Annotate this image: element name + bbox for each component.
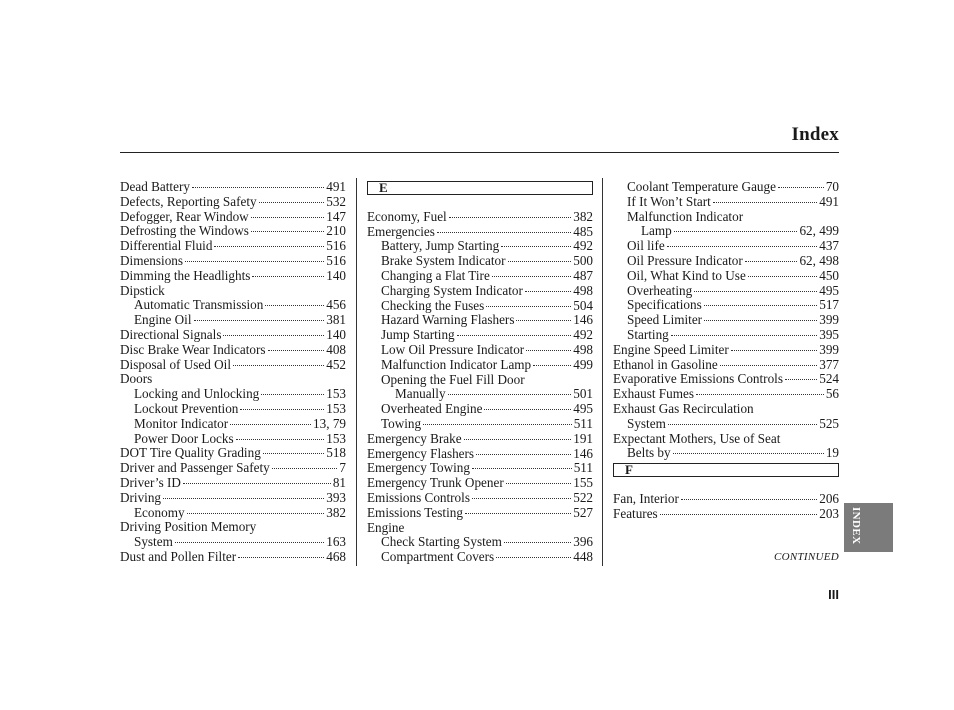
spacer — [367, 195, 593, 210]
index-entry — [367, 476, 593, 491]
entry-label: Doors — [120, 372, 153, 387]
entry-label: Emissions Controls — [367, 490, 470, 505]
page-reference[interactable]: 452 — [326, 357, 346, 372]
page-reference[interactable]: 492 — [573, 239, 593, 254]
entry-label: Malfunction Indicator — [627, 209, 744, 224]
dot-leader — [236, 439, 325, 440]
index-entry — [367, 461, 593, 476]
page-reference[interactable]: 140 — [326, 268, 346, 283]
index-entry — [120, 446, 346, 461]
dot-leader — [233, 365, 324, 366]
page-reference[interactable]: 498 — [573, 342, 593, 357]
index-subentry — [367, 550, 593, 565]
index-entry — [613, 372, 839, 387]
dot-leader — [259, 202, 325, 203]
page-reference[interactable]: 495 — [819, 283, 839, 298]
dot-leader — [785, 379, 817, 380]
index-subentry — [367, 417, 593, 432]
dot-leader — [240, 409, 324, 410]
entry-label: Engine Speed Limiter — [613, 342, 729, 357]
index-entry — [613, 432, 839, 447]
entry-label: Jump Starting — [381, 328, 455, 343]
header-rule — [120, 152, 839, 153]
index-entry — [120, 358, 346, 373]
page-reference[interactable]: 206 — [819, 491, 839, 506]
dot-leader — [681, 499, 817, 500]
entry-label: Oil Pressure Indicator — [627, 253, 743, 268]
page-reference[interactable]: 381 — [326, 313, 346, 328]
index-entry — [120, 239, 346, 254]
entry-label: Fan, Interior — [613, 491, 679, 506]
dot-leader — [501, 246, 571, 247]
page-reference[interactable]: 382 — [326, 505, 346, 520]
page-reference[interactable]: 504 — [573, 298, 593, 313]
index-subentry — [613, 328, 839, 343]
entry-label: Driving — [120, 490, 162, 505]
index-subentry — [120, 432, 346, 447]
dot-leader — [696, 394, 824, 395]
index-subentry — [367, 328, 593, 343]
index-entry — [367, 521, 593, 536]
index-subentry — [613, 224, 839, 239]
entry-label: Overheating — [627, 283, 693, 298]
entry-label: Hazard Warning Flashers — [381, 313, 515, 328]
index-entry — [367, 225, 593, 240]
entry-label: Oil life — [627, 239, 665, 254]
page-reference[interactable]: 532 — [326, 194, 346, 209]
index-subentry — [613, 254, 839, 269]
entry-label: System — [627, 416, 666, 431]
page-reference[interactable]: 393 — [326, 490, 346, 505]
index-column-1 — [120, 180, 346, 565]
entry-label: System — [134, 535, 173, 550]
entry-label: Low Oil Pressure Indicator — [381, 342, 525, 357]
dot-leader — [183, 483, 331, 484]
entry-label: Defects, Reporting Safety — [120, 194, 257, 209]
entry-label: Emergency Trunk Opener — [367, 476, 504, 491]
entry-label: Economy, Fuel — [367, 209, 447, 224]
page-reference[interactable]: 62, 499 — [799, 224, 839, 239]
entry-label: Defrosting the Windows — [120, 224, 249, 239]
index-entry — [367, 447, 593, 462]
page-reference[interactable]: 19 — [825, 446, 839, 461]
continued-label: CONTINUED — [773, 551, 839, 563]
dot-leader — [187, 513, 325, 514]
entry-label: Dipstick — [120, 283, 165, 298]
index-subentry — [367, 535, 593, 550]
page-reference[interactable]: 499 — [573, 357, 593, 372]
dot-leader — [504, 542, 571, 543]
dot-leader — [437, 232, 571, 233]
index-entry — [120, 269, 346, 284]
page-reference[interactable]: 399 — [819, 313, 839, 328]
index-subentry — [613, 239, 839, 254]
entry-label: Power Door Locks — [134, 431, 234, 446]
index-subentry — [367, 284, 593, 299]
index-entry — [120, 343, 346, 358]
index-subentry — [613, 298, 839, 313]
dot-leader — [508, 261, 572, 262]
entry-label: Emergency Brake — [367, 431, 462, 446]
page-reference[interactable]: 62, 498 — [799, 253, 839, 268]
index-subentry — [120, 298, 346, 313]
page-reference[interactable]: 377 — [819, 357, 839, 372]
dot-leader — [745, 261, 798, 262]
dot-leader — [464, 439, 572, 440]
index-subentry — [613, 269, 839, 284]
index-entry — [120, 254, 346, 269]
entry-label: DOT Tire Quality Grading — [120, 446, 261, 461]
page-title: Index — [791, 124, 839, 145]
entry-label: Locking and Unlocking — [134, 387, 260, 402]
entry-label: Towing — [381, 416, 422, 431]
page-reference[interactable]: 492 — [573, 328, 593, 343]
entry-label: Evaporative Emissions Controls — [613, 372, 783, 387]
page-reference[interactable]: 408 — [326, 342, 346, 357]
dot-leader — [251, 217, 325, 218]
dot-leader — [704, 320, 817, 321]
page-reference[interactable]: 522 — [573, 490, 593, 505]
dot-leader — [238, 557, 324, 558]
index-subentry — [613, 210, 839, 225]
index-subentry — [367, 269, 593, 284]
page-reference[interactable]: 81 — [332, 475, 346, 490]
entry-label: Changing a Flat Tire — [381, 268, 490, 283]
page-reference[interactable]: 147 — [326, 209, 346, 224]
dot-leader — [778, 187, 824, 188]
page-reference[interactable]: 501 — [573, 387, 593, 402]
entry-label: Dimming the Headlights — [120, 268, 251, 283]
entry-label: Ethanol in Gasoline — [613, 357, 718, 372]
entry-label: Overheated Engine — [381, 402, 483, 417]
page-reference[interactable]: 153 — [326, 387, 346, 402]
index-subentry — [367, 313, 593, 328]
dot-leader — [472, 498, 571, 499]
side-tab-label: INDEX — [850, 507, 862, 545]
page-reference[interactable]: 517 — [819, 298, 839, 313]
dot-leader — [449, 217, 571, 218]
entry-label: Brake System Indicator — [381, 254, 506, 269]
page-reference[interactable]: 491 — [326, 180, 346, 194]
index-entry — [120, 195, 346, 210]
index-subentry — [120, 535, 346, 550]
page-reference[interactable]: 155 — [573, 476, 593, 491]
dot-leader — [694, 291, 817, 292]
index-entry — [613, 492, 839, 507]
page-reference[interactable]: 203 — [819, 506, 839, 521]
index-entry — [367, 491, 593, 506]
dot-leader — [525, 291, 571, 292]
dot-leader — [660, 514, 818, 515]
dot-leader — [194, 320, 325, 321]
dot-leader — [667, 246, 817, 247]
page-reference[interactable]: 516 — [326, 239, 346, 254]
entry-label: Automatic Transmission — [134, 298, 264, 313]
dot-leader — [230, 424, 311, 425]
index-entry — [613, 358, 839, 373]
index-subentry — [367, 373, 593, 388]
entry-label: Checking the Fuses — [381, 298, 485, 313]
entry-label: Belts by — [627, 446, 671, 461]
page-reference[interactable]: 56 — [825, 387, 839, 402]
page-reference[interactable]: 382 — [573, 209, 593, 224]
entry-label: Expectant Mothers, Use of Seat — [613, 431, 781, 446]
page-reference[interactable]: 500 — [573, 254, 593, 269]
index-entry — [120, 550, 346, 565]
entry-label: Exhaust Gas Recirculation — [613, 401, 754, 416]
dot-leader — [671, 335, 817, 336]
page-reference[interactable]: 153 — [326, 401, 346, 416]
page-reference[interactable]: 140 — [326, 327, 346, 342]
page-reference[interactable]: 511 — [573, 461, 593, 476]
dot-leader — [272, 468, 338, 469]
entry-label: Exhaust Fumes — [613, 387, 694, 402]
page-reference[interactable]: 525 — [819, 416, 839, 431]
entry-label: Check Starting System — [381, 535, 502, 550]
dot-leader — [448, 394, 572, 395]
index-subentry — [613, 284, 839, 299]
dot-leader — [175, 542, 324, 543]
entry-label: Specifications — [627, 298, 702, 313]
index-entry — [613, 343, 839, 358]
entry-label: Lockout Prevention — [134, 401, 239, 416]
entry-label: If It Won’t Start — [627, 194, 711, 209]
section-letter-e: E — [367, 181, 593, 195]
index-entry — [120, 180, 346, 195]
dot-leader — [261, 394, 324, 395]
entry-label: Engine — [367, 520, 405, 535]
dot-leader — [214, 246, 324, 247]
column-divider — [602, 178, 603, 566]
entry-label: Charging System Indicator — [381, 283, 523, 298]
page-reference[interactable]: 491 — [819, 194, 839, 209]
page-reference[interactable]: 13, 79 — [313, 416, 346, 431]
index-entry — [120, 491, 346, 506]
dot-leader — [192, 187, 324, 188]
page-reference[interactable]: 485 — [573, 224, 593, 239]
page-reference[interactable]: 450 — [819, 268, 839, 283]
index-subentry — [613, 313, 839, 328]
page-reference[interactable]: 191 — [573, 431, 593, 446]
index-subentry — [120, 402, 346, 417]
index-subentry — [367, 358, 593, 373]
index-entry — [120, 372, 346, 387]
index-subentry — [613, 446, 839, 461]
page-reference[interactable]: 395 — [819, 327, 839, 342]
dot-leader — [484, 409, 571, 410]
index-entry — [120, 476, 346, 491]
page-reference[interactable]: 163 — [326, 535, 346, 550]
page-reference[interactable]: 7 — [339, 461, 346, 476]
dot-leader — [720, 365, 817, 366]
entry-label: Differential Fluid — [120, 239, 213, 254]
page-reference[interactable]: 468 — [326, 549, 346, 564]
index-entry — [120, 224, 346, 239]
entry-label: Disposal of Used Oil — [120, 357, 231, 372]
index-entry — [120, 284, 346, 299]
dot-leader — [465, 513, 571, 514]
page-reference[interactable]: 146 — [573, 446, 593, 461]
entry-label: Features — [613, 506, 658, 521]
entry-label: Battery, Jump Starting — [381, 239, 500, 254]
page-reference[interactable]: 487 — [573, 268, 593, 283]
page-reference[interactable]: 153 — [326, 431, 346, 446]
dot-leader — [704, 305, 818, 306]
index-entry — [367, 506, 593, 521]
dot-leader — [268, 350, 325, 351]
dot-leader — [476, 454, 571, 455]
entry-label: Disc Brake Wear Indicators — [120, 342, 266, 357]
dot-leader — [533, 365, 571, 366]
page-reference[interactable]: 210 — [326, 224, 346, 239]
entry-label: Driving Position Memory — [120, 520, 257, 535]
index-subentry — [367, 402, 593, 417]
entry-label: Dust and Pollen Filter — [120, 549, 237, 564]
dot-leader — [223, 335, 324, 336]
index-entry — [120, 461, 346, 476]
dot-leader — [263, 453, 324, 454]
page-reference[interactable]: 516 — [326, 253, 346, 268]
dot-leader — [252, 276, 324, 277]
index-entry — [120, 520, 346, 535]
index-entry — [613, 387, 839, 402]
dot-leader — [526, 350, 571, 351]
dot-leader — [423, 424, 572, 425]
page-reference[interactable]: 527 — [573, 505, 593, 520]
index-subentry — [367, 254, 593, 269]
entry-label: Manually — [395, 387, 446, 402]
dot-leader — [472, 468, 572, 469]
entry-label: Starting — [627, 327, 669, 342]
entry-label: Speed Limiter — [627, 313, 703, 328]
index-entry — [120, 210, 346, 225]
page-reference[interactable]: 146 — [573, 313, 593, 328]
dot-leader — [496, 557, 571, 558]
page-reference[interactable]: 456 — [326, 298, 346, 313]
column-divider — [356, 178, 357, 566]
dot-leader — [163, 498, 324, 499]
index-subentry — [120, 387, 346, 402]
page-reference[interactable]: 498 — [573, 283, 593, 298]
index-subentry — [613, 180, 839, 195]
entry-label: Emergency Flashers — [367, 446, 475, 461]
entry-label: Engine Oil — [134, 313, 192, 328]
dot-leader — [486, 306, 571, 307]
index-subentry — [367, 239, 593, 254]
entry-label: Compartment Covers — [381, 550, 495, 565]
index-subentry — [120, 417, 346, 432]
page-reference[interactable]: 437 — [819, 239, 839, 254]
index-column-2 — [367, 180, 593, 565]
entry-label: Dimensions — [120, 253, 184, 268]
entry-label: Opening the Fuel Fill Door — [381, 372, 525, 387]
dot-leader — [457, 335, 572, 336]
index-subentry — [367, 343, 593, 358]
page-reference[interactable]: 524 — [819, 372, 839, 387]
page-reference[interactable]: 518 — [326, 446, 346, 461]
entry-label: Emergency Towing — [367, 461, 470, 476]
index-entry — [613, 507, 839, 522]
entry-label: Economy — [134, 505, 185, 520]
section-letter-f: F — [613, 463, 839, 477]
index-entry — [120, 328, 346, 343]
entry-label: Driver and Passenger Safety — [120, 461, 270, 476]
entry-label: Defogger, Rear Window — [120, 209, 249, 224]
dot-leader — [492, 276, 571, 277]
entry-label: Directional Signals — [120, 327, 222, 342]
page-reference[interactable]: 399 — [819, 342, 839, 357]
entry-label: Dead Battery — [120, 180, 190, 194]
index-subentry — [613, 417, 839, 432]
dot-leader — [265, 305, 324, 306]
index-subentry — [120, 506, 346, 521]
entry-label: Emergencies — [367, 224, 435, 239]
index-subentry — [367, 299, 593, 314]
dot-leader — [506, 483, 571, 484]
page-reference[interactable]: 70 — [825, 180, 839, 194]
dot-leader — [713, 202, 817, 203]
entry-label: Coolant Temperature Gauge — [627, 180, 776, 194]
page-number: III — [828, 587, 839, 602]
page-reference[interactable]: 511 — [573, 416, 593, 431]
index-subentry — [367, 387, 593, 402]
dot-leader — [731, 350, 817, 351]
dot-leader — [185, 261, 324, 262]
index-side-tab[interactable] — [844, 503, 893, 552]
dot-leader — [748, 276, 817, 277]
entry-label: Malfunction Indicator Lamp — [381, 357, 532, 372]
entry-label: Lamp — [641, 224, 672, 239]
entry-label: Driver’s ID — [120, 475, 181, 490]
page-reference[interactable]: 495 — [573, 402, 593, 417]
page-reference[interactable]: 448 — [573, 550, 593, 565]
entry-label: Emissions Testing — [367, 505, 463, 520]
dot-leader — [674, 231, 798, 232]
entry-label: Oil, What Kind to Use — [627, 268, 746, 283]
dot-leader — [516, 320, 571, 321]
spacer — [613, 477, 839, 492]
index-subentry — [120, 313, 346, 328]
index-entry — [613, 402, 839, 417]
index-entry — [367, 432, 593, 447]
dot-leader — [251, 231, 324, 232]
entry-label: Monitor Indicator — [134, 416, 229, 431]
index-column-3 — [613, 180, 839, 522]
page-reference[interactable]: 396 — [573, 535, 593, 550]
index-entry — [367, 210, 593, 225]
dot-leader — [673, 453, 824, 454]
index-subentry — [613, 195, 839, 210]
dot-leader — [668, 424, 817, 425]
